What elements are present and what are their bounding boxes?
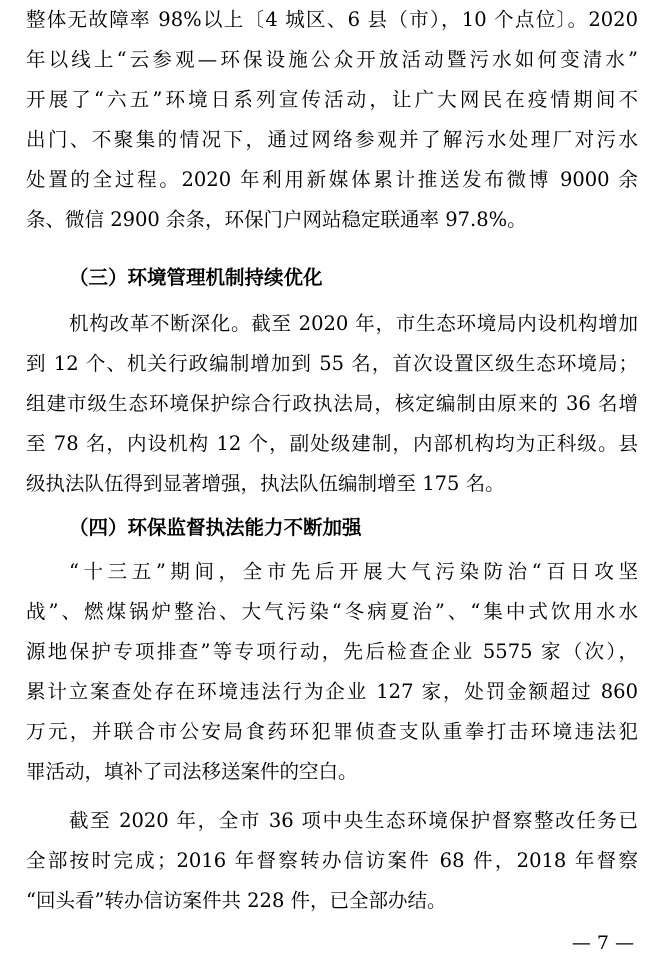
paragraph-line: 罪活动，填补了司法移送案件的空白。 — [26, 760, 358, 783]
paragraph-line: 到 12 个、机关行政编制增加到 55 名，首次设置区级生态环境局； — [26, 352, 638, 375]
paragraph-line: 条、微信 2900 余条，环保门户网站稳定联通率 97.8%。 — [26, 208, 527, 231]
paragraph-line: 处置的全过程。2020 年利用新媒体累计推送发布微博 9000 余 — [26, 168, 638, 191]
paragraph-line: “回头看”转办信访案件共 228 件，已全部办结。 — [26, 889, 447, 912]
paragraph-line: 机构改革不断深化。截至 2020 年，市生态环境局内设机构增加 — [69, 312, 638, 335]
paragraph-line: 源地保护专项排查”等专项行动，先后检查企业 5575 家（次）， — [26, 640, 638, 663]
paragraph-line: 开展了“六五”环境日系列宣传活动，让广大网民在疫情期间不 — [26, 88, 638, 111]
paragraph-line: 级执法队伍得到显著增强，执法队伍编制增至 175 名。 — [26, 472, 505, 495]
paragraph-line: 累计立案查处存在环境违法行为企业 127 家，处罚金额超过 860 — [26, 680, 638, 703]
paragraph-line: 至 78 名，内设机构 12 个，副处级建制，内部机构均为正科级。县 — [26, 432, 638, 455]
paragraph-line: 战”、燃煤锅炉整治、大气污染“冬病夏治”、“集中式饮用水水 — [26, 600, 638, 623]
page-number: — 7 — — [571, 932, 634, 954]
section-heading: （三）环境管理机制持续优化 — [69, 266, 323, 289]
paragraph-line: 组建市级生态环境保护综合行政执法局，核定编制由原来的 36 名增 — [26, 392, 638, 415]
paragraph-line: 全部按时完成；2016 年督察转办信访案件 68 件，2018 年督察 — [26, 849, 638, 872]
paragraph-line: 截至 2020 年，全市 36 项中央生态环境保护督察整改任务已 — [69, 809, 638, 832]
paragraph-line: 整体无故障率 98%以上〔4 城区、6 县（市），10 个点位〕。2020 — [26, 8, 638, 31]
paragraph-line: 万元，并联合市公安局食药环犯罪侦查支队重拳打击环境违法犯 — [26, 720, 638, 743]
paragraph-line: 出门、不聚集的情况下，通过网络参观并了解污水处理厂对污水 — [26, 128, 638, 151]
section-heading: （四）环保监督执法能力不断加强 — [69, 516, 362, 539]
paragraph-line: “十三五”期间，全市先后开展大气污染防治“百日攻坚 — [69, 560, 638, 583]
paragraph-line: 年以线上“云参观—环保设施公众开放活动暨污水如何变清水” — [26, 48, 638, 71]
